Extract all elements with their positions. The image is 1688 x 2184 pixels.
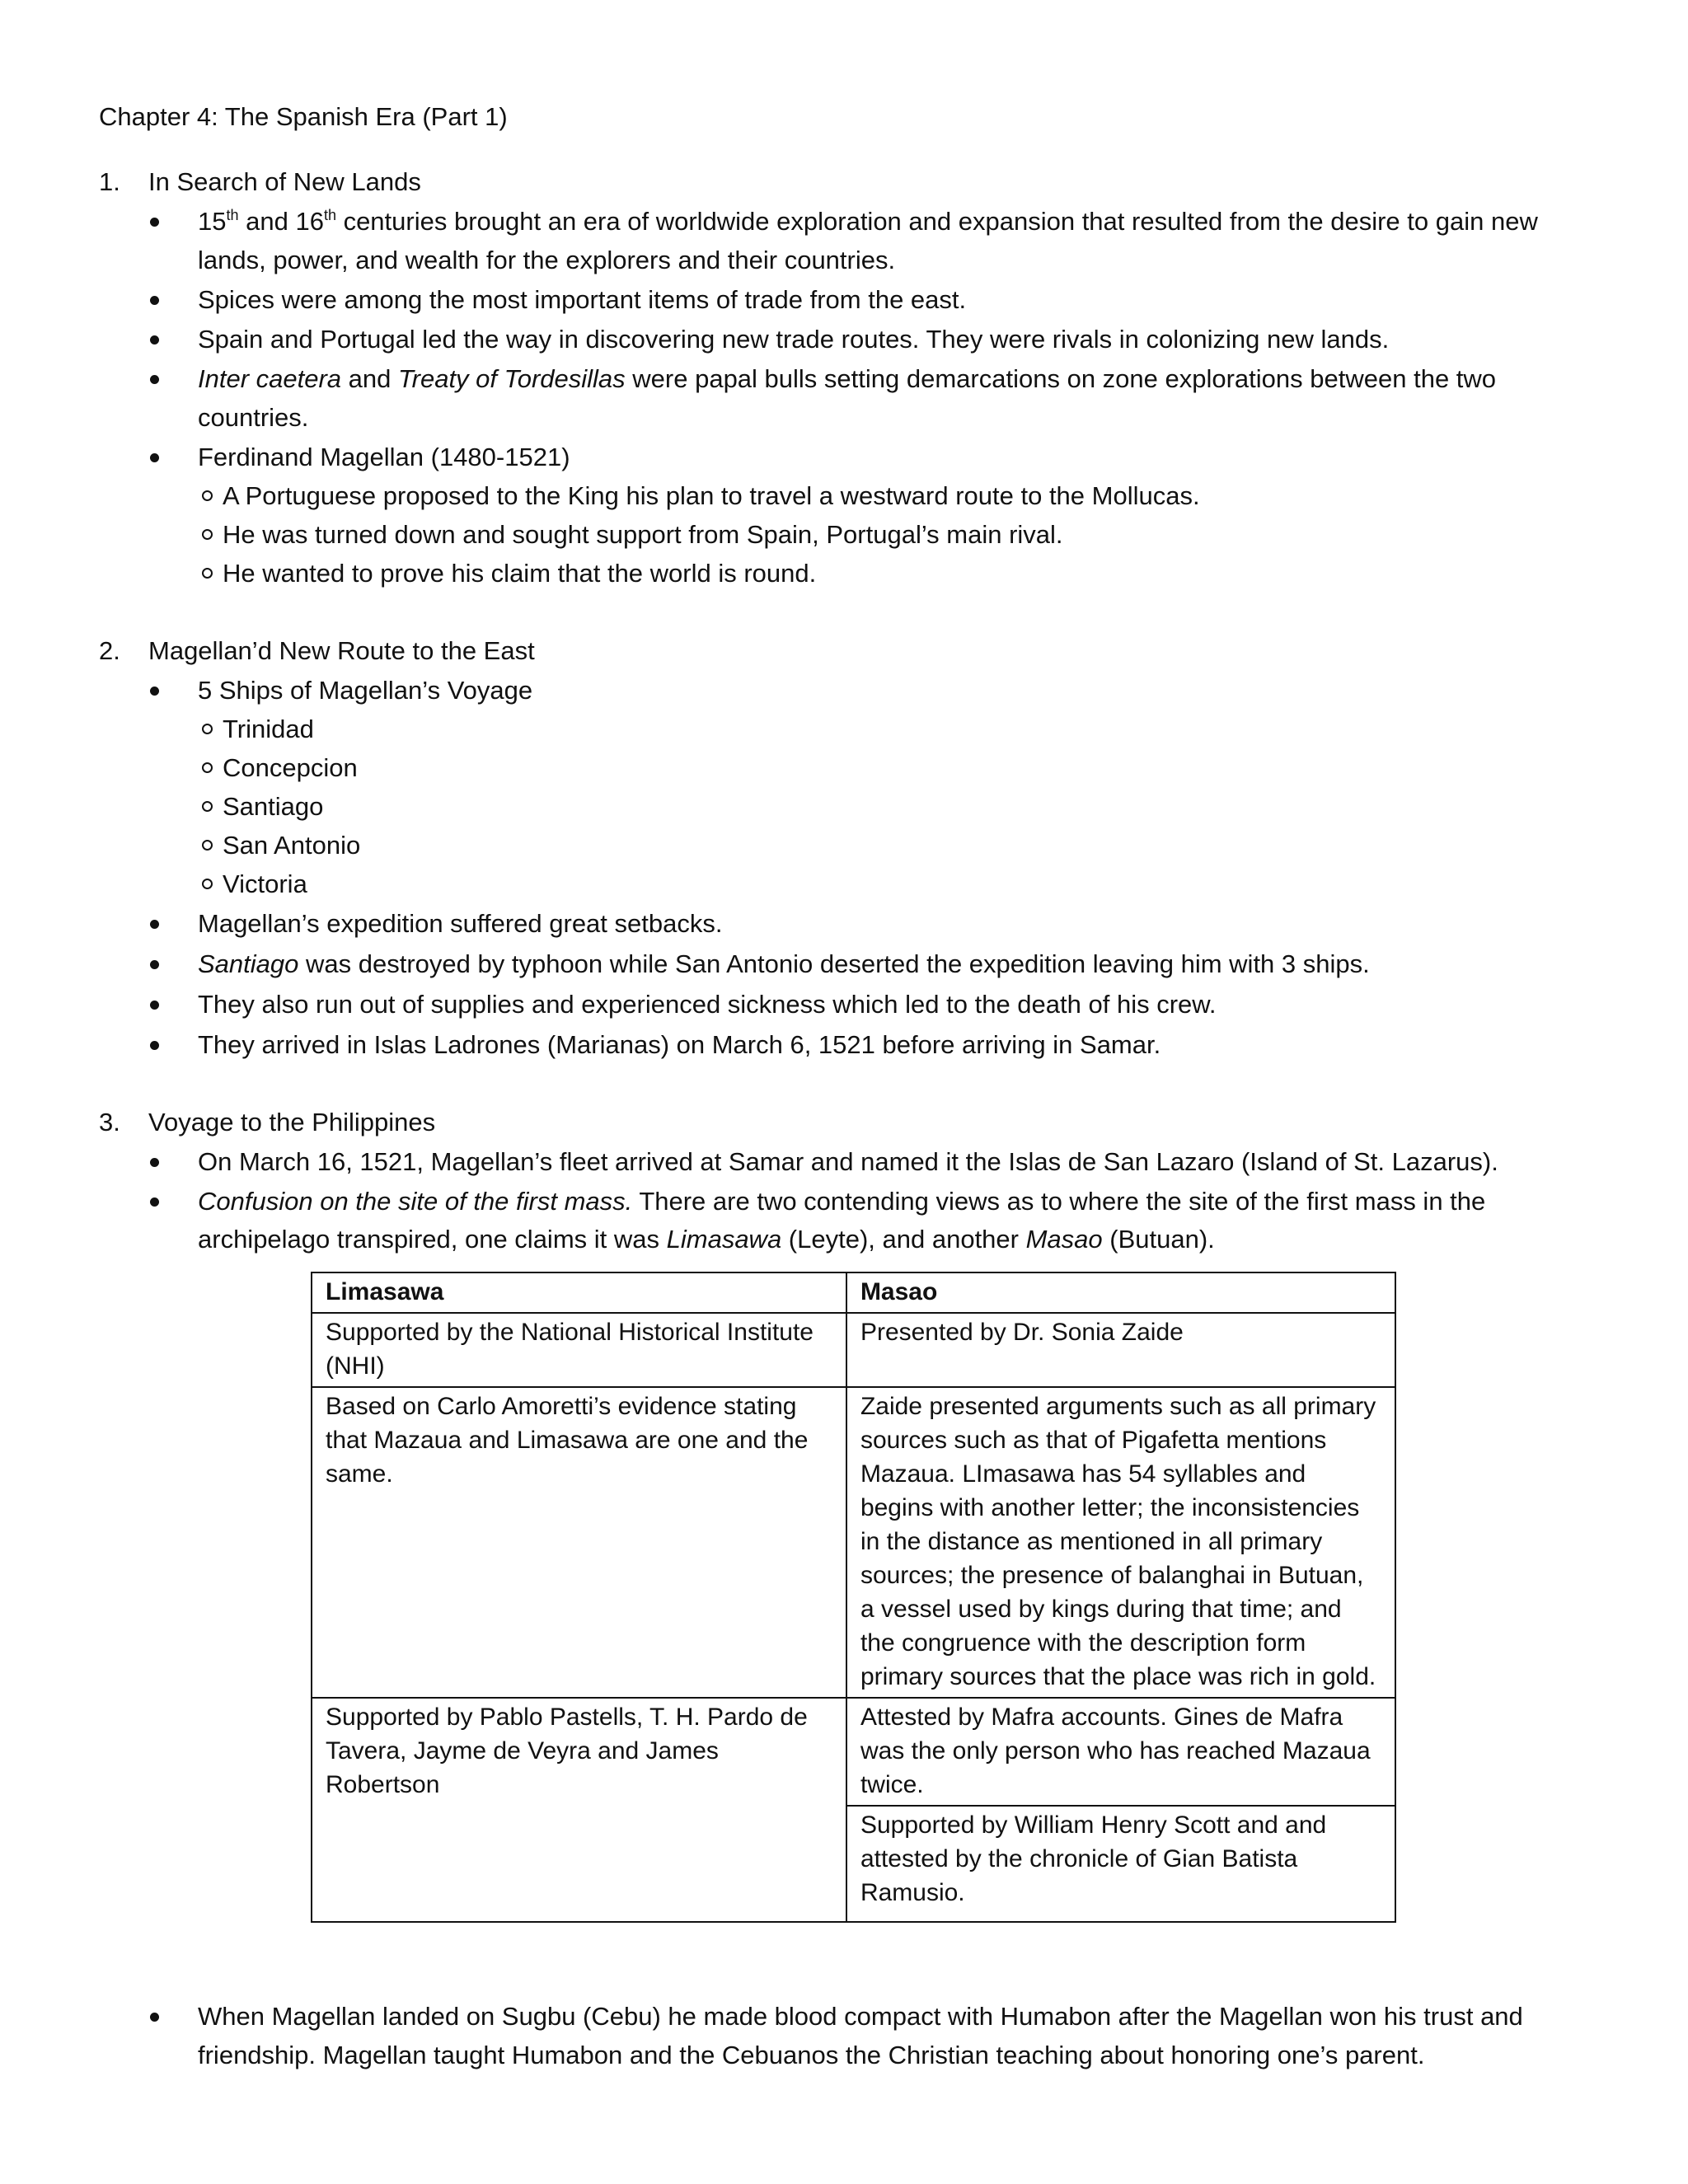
bullet-item: Ferdinand Magellan (1480-1521): [198, 438, 1640, 476]
sub-bullet-item: He wanted to prove his claim that the world is round.: [223, 554, 1624, 593]
sub-bullet-item: Santiago: [223, 787, 1624, 826]
bullet-item: On March 16, 1521, Magellan’s fleet arrived at Samar and named it the Islas de San Lazaro (Island of St. Lazarus).: [198, 1142, 1640, 1181]
table-header-cell: Limasawa: [312, 1272, 846, 1313]
table-cell: Attested by Mafra accounts. Gines de Mafra was the only person who has reached Mazaua twice.: [846, 1698, 1395, 1806]
sub-bullet-item: Trinidad: [223, 710, 1624, 748]
section-heading: Voyage to the Philippines: [148, 1108, 436, 1137]
table-header-row: [312, 1272, 1395, 1313]
table-row: [312, 1698, 1395, 1806]
table-cell: Presented by Dr. Sonia Zaide: [846, 1313, 1395, 1387]
bullet-item: They also run out of supplies and experienced sickness which led to the death of his crew.: [198, 985, 1640, 1024]
sub-bullet-item: Concepcion: [223, 748, 1624, 787]
chapter-title: Chapter 4: The Spanish Era (Part 1): [99, 102, 508, 131]
bullet-icon: [150, 920, 159, 929]
bullet-icon: [150, 1197, 159, 1207]
bullet-item: They arrived in Islas Ladrones (Marianas) on March 6, 1521 before arriving in Samar.: [198, 1025, 1640, 1064]
bullet-item: Spain and Portugal led the way in discovering new trade routes. They were rivals in colonizing new lands.: [198, 320, 1640, 359]
circle-bullet-icon: [202, 568, 213, 579]
table-row: [312, 1387, 1395, 1698]
section-heading: In Search of New Lands: [148, 167, 421, 196]
bullet-item: When Magellan landed on Sugbu (Cebu) he made blood compact with Humabon after the Magellan won his trust and: [198, 1997, 1640, 2036]
bullet-continuation: countries.: [198, 403, 309, 432]
circle-bullet-icon: [202, 490, 213, 501]
bullet-icon: [150, 2013, 159, 2022]
bullet-continuation: archipelago transpired, one claims it was Limasawa (Leyte), and another Masao (Butuan).: [198, 1225, 1215, 1254]
bullet-icon: [150, 1001, 159, 1010]
sub-bullet-item: San Antonio: [223, 826, 1624, 865]
comparison-table: [311, 1272, 1396, 1923]
circle-bullet-icon: [202, 724, 213, 734]
bullet-item: Confusion on the site of the first mass. There are two contending views as to where the site of the first mass in the: [198, 1182, 1640, 1221]
table-cell: Based on Carlo Amoretti’s evidence stating that Mazaua and Limasawa are one and the same.: [312, 1387, 846, 1698]
bullet-item: Inter caetera and Treaty of Tordesillas were papal bulls setting demarcations on zone explorations between the two: [198, 359, 1640, 398]
bullet-continuation: lands, power, and wealth for the explorers and their countries.: [198, 246, 896, 274]
bullet-icon: [150, 1041, 159, 1050]
table-cell: Zaide presented arguments such as all primary sources such as that of Pigafetta mentions Mazaua. LImasawa has 54 syllables and begins with another letter; the inconsistencies in the distance as mentioned in all primary sources; the presence of balanghai in Butuan, a vessel used by kings during that time; and the congruence with the description form primary sources that the place was rich in gold.: [846, 1387, 1395, 1698]
bullet-item: 5 Ships of Magellan’s Voyage: [198, 671, 1640, 710]
section-number: 1.: [99, 167, 120, 196]
section-number: 3.: [99, 1108, 120, 1137]
bullet-item: Santiago was destroyed by typhoon while San Antonio deserted the expedition leaving him with 3 ships.: [198, 944, 1640, 983]
table-header-cell: Masao: [846, 1272, 1395, 1313]
circle-bullet-icon: [202, 801, 213, 812]
bullet-icon: [150, 687, 159, 696]
bullet-icon: [150, 1158, 159, 1167]
table-cell: Supported by the National Historical Institute (NHI): [312, 1313, 846, 1387]
sub-bullet-item: Victoria: [223, 865, 1624, 903]
bullet-item: Magellan’s expedition suffered great setbacks.: [198, 904, 1640, 943]
section-number: 2.: [99, 636, 120, 665]
sub-bullet-item: A Portuguese proposed to the King his plan to travel a westward route to the Mollucas.: [223, 476, 1624, 515]
bullet-continuation: friendship. Magellan taught Humabon and the Cebuanos the Christian teaching about honoring one’s parent.: [198, 2041, 1425, 2069]
circle-bullet-icon: [202, 762, 213, 773]
circle-bullet-icon: [202, 879, 213, 889]
bullet-icon: [150, 335, 159, 344]
bullet-icon: [150, 296, 159, 305]
circle-bullet-icon: [202, 840, 213, 851]
table-row: [312, 1313, 1395, 1387]
bullet-item: Spices were among the most important items of trade from the east.: [198, 280, 1640, 319]
table-cell: Supported by William Henry Scott and and attested by the chronicle of Gian Batista Ramusio.: [846, 1806, 1395, 1922]
sub-bullet-item: He was turned down and sought support from Spain, Portugal’s main rival.: [223, 515, 1624, 554]
bullet-icon: [150, 218, 159, 227]
section-heading: Magellan’d New Route to the East: [148, 636, 535, 665]
bullet-item: 15th and 16th centuries brought an era of worldwide exploration and expansion that resulted from the desire to gain new: [198, 202, 1640, 241]
bullet-icon: [150, 960, 159, 969]
table-cell: Supported by Pablo Pastells, T. H. Pardo de Tavera, Jayme de Veyra and James Robertson: [312, 1698, 846, 1922]
circle-bullet-icon: [202, 529, 213, 540]
bullet-icon: [150, 375, 159, 384]
bullet-icon: [150, 453, 159, 462]
